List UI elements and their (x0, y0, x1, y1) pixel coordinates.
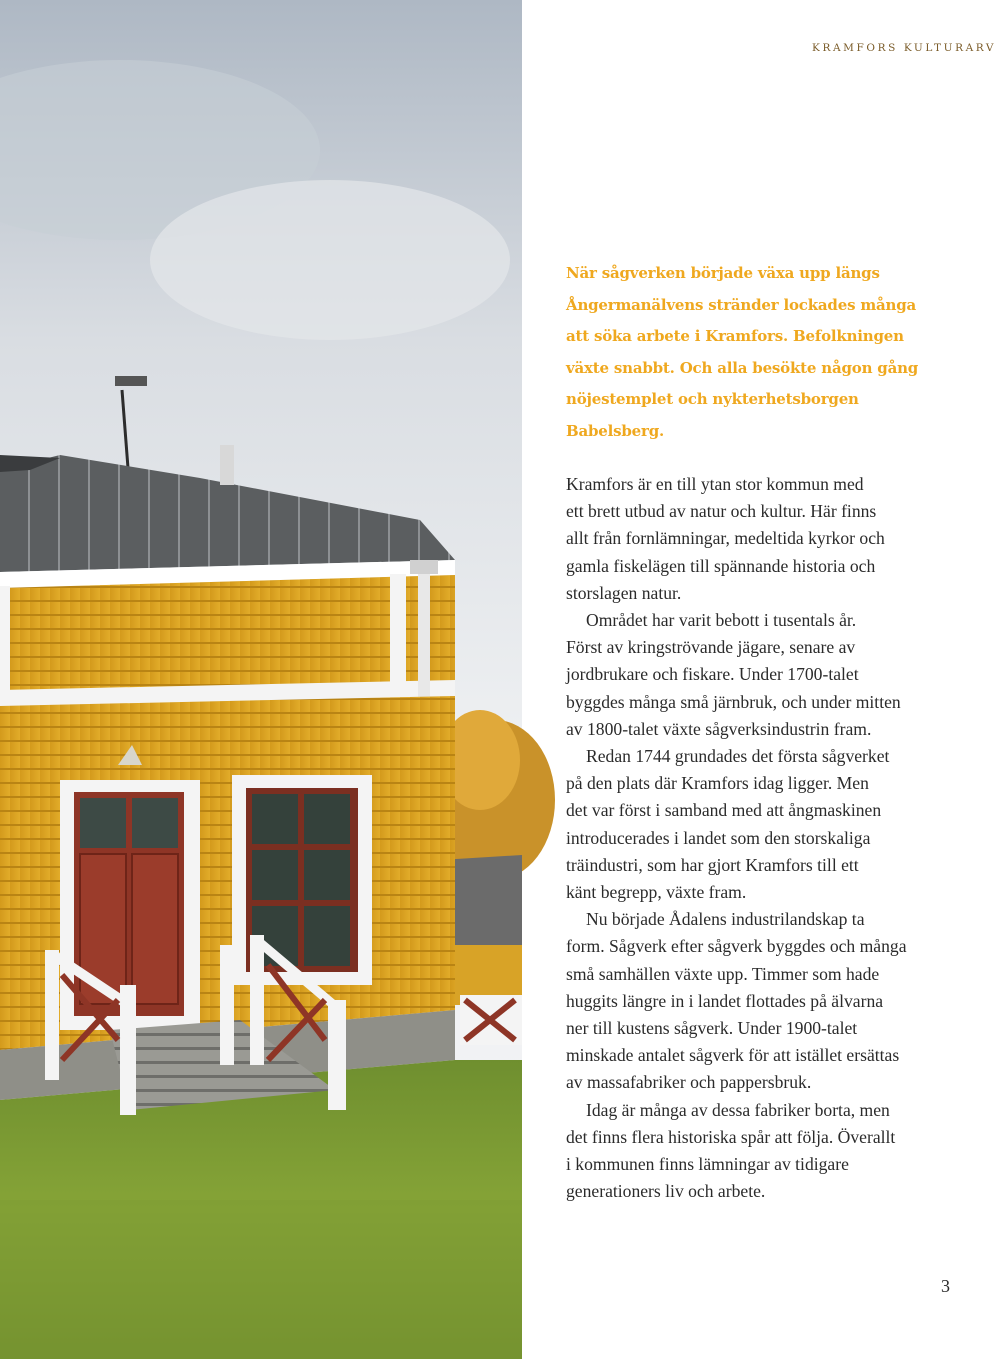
body-line: introducerades i landet som den storskaliga (566, 827, 871, 848)
intro-line: växte snabbt. Och alla besökte någon gång (566, 358, 919, 377)
body-line: ner till kustens sågverk. Under 1900-talet (566, 1018, 858, 1039)
page-number: 3 (941, 1276, 950, 1296)
body-line: minskade antalet sågverk för att istället ersättas (566, 1045, 900, 1066)
body-line: Området har varit bebott i tusentals år. (586, 610, 857, 631)
intro-line: Babelsberg. (566, 421, 665, 440)
body-line: gamla fiskelägen till spännande historia och (566, 555, 876, 576)
body-line: Nu började Ådalens industrilandskap ta (586, 909, 865, 930)
intro-line: att söka arbete i Kramfors. Befolkningen (566, 327, 904, 346)
body-text (566, 471, 954, 1205)
header-title: KRAMFORS KULTURARV (812, 42, 996, 54)
intro-line: Ångermanälvens stränder lockades många (566, 295, 917, 314)
body-line: ett brett utbud av natur och kultur. Här finns (566, 501, 877, 522)
intro-line: nöjestemplet och nykterhetsborgen (566, 390, 859, 409)
body-line: i kommunen finns lämningar av tidigare (566, 1154, 849, 1175)
body-line: av massafabriker och pappersbruk. (566, 1072, 812, 1093)
body-line: Idag är många av dessa fabriker borta, men (586, 1099, 890, 1120)
body-line: känt begrepp, växte fram. (566, 882, 747, 903)
body-line: byggdes många små järnbruk, och under mitten (566, 691, 901, 712)
body-line: det finns flera historiska spår att följa. Överallt (566, 1126, 896, 1147)
body-line: små samhällen växte upp. Timmer som hade (566, 963, 880, 984)
body-line: Först av kringströvande jägare, senare av (566, 637, 856, 658)
body-line: träindustri, som har gjort Kramfors till ett (566, 854, 859, 875)
body-line: storslagen natur. (566, 582, 682, 603)
body-line: Kramfors är en till ytan stor kommun med (566, 474, 864, 494)
intro-line: När sågverken började växa upp längs (566, 264, 880, 282)
body-line: Redan 1744 grundades det första sågverket (586, 746, 890, 767)
body-line: huggits längre in i landet flottades på älvarna (566, 990, 884, 1011)
body-line: det var först i samband med att ångmaskinen (566, 800, 882, 821)
body-line: jordbrukare och fiskare. Under 1700-talet (566, 664, 859, 685)
intro-paragraph (566, 258, 954, 448)
body-line: av 1800-talet växte sågverksindustrin fram. (566, 718, 872, 739)
body-line: generationers liv och arbete. (566, 1181, 766, 1202)
body-line: form. Sågverk efter sågverk byggdes och många (566, 936, 907, 957)
body-line: allt från fornlämningar, medeltida kyrkor och (566, 528, 885, 549)
body-line: på den plats där Kramfors idag ligger. Men (566, 773, 869, 794)
